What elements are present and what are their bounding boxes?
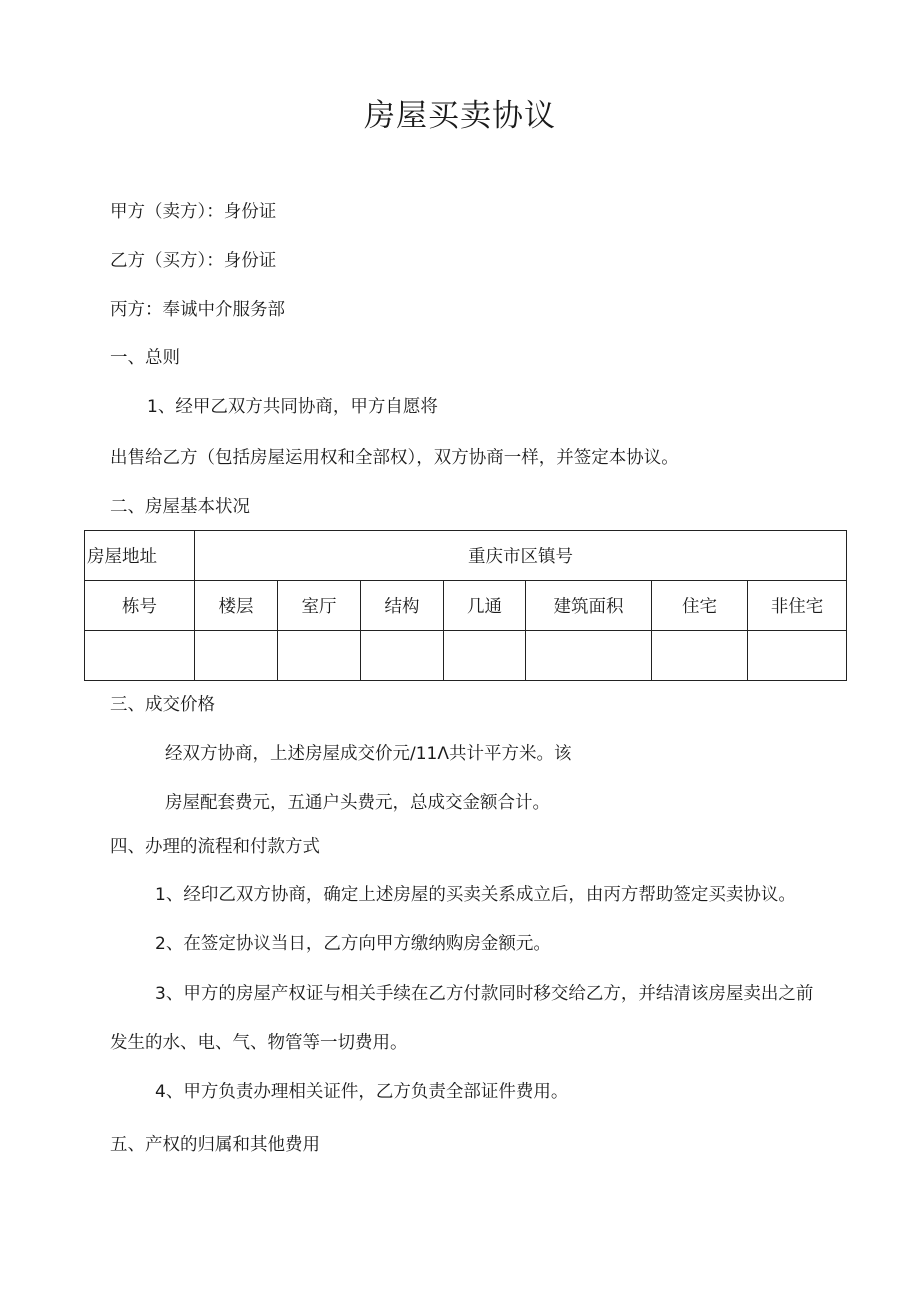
price-text-b: 共计平方米。该 [449, 744, 572, 764]
table-cell [526, 631, 652, 681]
column-header: 几通 [444, 581, 526, 631]
item-text: 、经印乙双方协商，确定上述房屋的买卖关系成立后，由丙方帮助签定买卖协议。 [165, 885, 796, 905]
table-row [85, 531, 847, 581]
table-cell [652, 631, 748, 681]
item-number: 1 [147, 397, 158, 417]
section-2-heading: 二、房屋基本状况 [110, 497, 250, 517]
item-text: 、在签定协议当日，乙方向甲方缴纳购房金额元。 [165, 934, 551, 954]
table-cell [85, 631, 195, 681]
section-4-item-3-continuation: 发生的水、电、气、物管等一切费用。 [110, 1033, 408, 1053]
item-number: 4 [155, 1082, 166, 1102]
section-3-paragraph-2: 房屋配套费元，五通户头费元，总成交金额合计。 [165, 793, 550, 813]
price-glyph: /11Λ [410, 744, 449, 764]
property-info-table [84, 530, 847, 681]
item-text: 、甲方的房屋产权证与相关手续在乙方付款同时移交给乙方，并结清该房屋卖出之前 [165, 984, 814, 1004]
price-text-a: 经双方协商，上述房屋成交价元 [165, 744, 410, 764]
party-a-line: 甲方（卖方）：身份证 [110, 202, 277, 222]
column-header: 栋号 [85, 581, 195, 631]
table-cell [278, 631, 361, 681]
section-4-item-2 [155, 932, 551, 956]
column-header: 建筑面积 [526, 581, 652, 631]
section-3-paragraph-1 [165, 742, 572, 766]
section-1-heading: 一、总则 [110, 348, 180, 368]
section-1-paragraph-2: 出售给乙方（包括房屋运用权和全部权），双方协商一样，并签定本协议。 [110, 448, 679, 468]
column-header: 室厅 [278, 581, 361, 631]
party-b-line: 乙方（买方）：身份证 [110, 251, 277, 271]
table-cell [444, 631, 526, 681]
address-label-cell: 房屋地址 [85, 531, 195, 581]
section-4-item-3 [155, 982, 813, 1006]
section-5-heading: 五、产权的归属和其他费用 [110, 1135, 320, 1155]
section-4-item-4 [155, 1080, 568, 1104]
item-text: 、经甲乙双方共同协商，甲方自愿将 [157, 397, 438, 417]
column-header: 结构 [361, 581, 444, 631]
item-text: 、甲方负责办理相关证件，乙方负责全部证件费用。 [165, 1082, 569, 1102]
item-number: 1 [155, 885, 166, 905]
column-header: 住宅 [652, 581, 748, 631]
column-header: 非住宅 [748, 581, 847, 631]
section-3-heading: 三、成交价格 [110, 695, 215, 715]
table-header-row [85, 581, 847, 631]
address-value-cell: 重庆市区镇号 [195, 531, 847, 581]
table-cell [195, 631, 278, 681]
section-4-item-1 [155, 883, 796, 907]
party-c-line: 丙方：奉诚中介服务部 [110, 300, 285, 320]
section-4-heading: 四、办理的流程和付款方式 [110, 837, 320, 857]
table-cell [748, 631, 847, 681]
column-header: 楼层 [195, 581, 278, 631]
document-title: 房屋买卖协议 [364, 98, 556, 134]
section-1-paragraph-1 [147, 395, 438, 419]
item-number: 2 [155, 934, 166, 954]
item-number: 3 [155, 984, 166, 1004]
table-row [85, 631, 847, 681]
table-cell [361, 631, 444, 681]
